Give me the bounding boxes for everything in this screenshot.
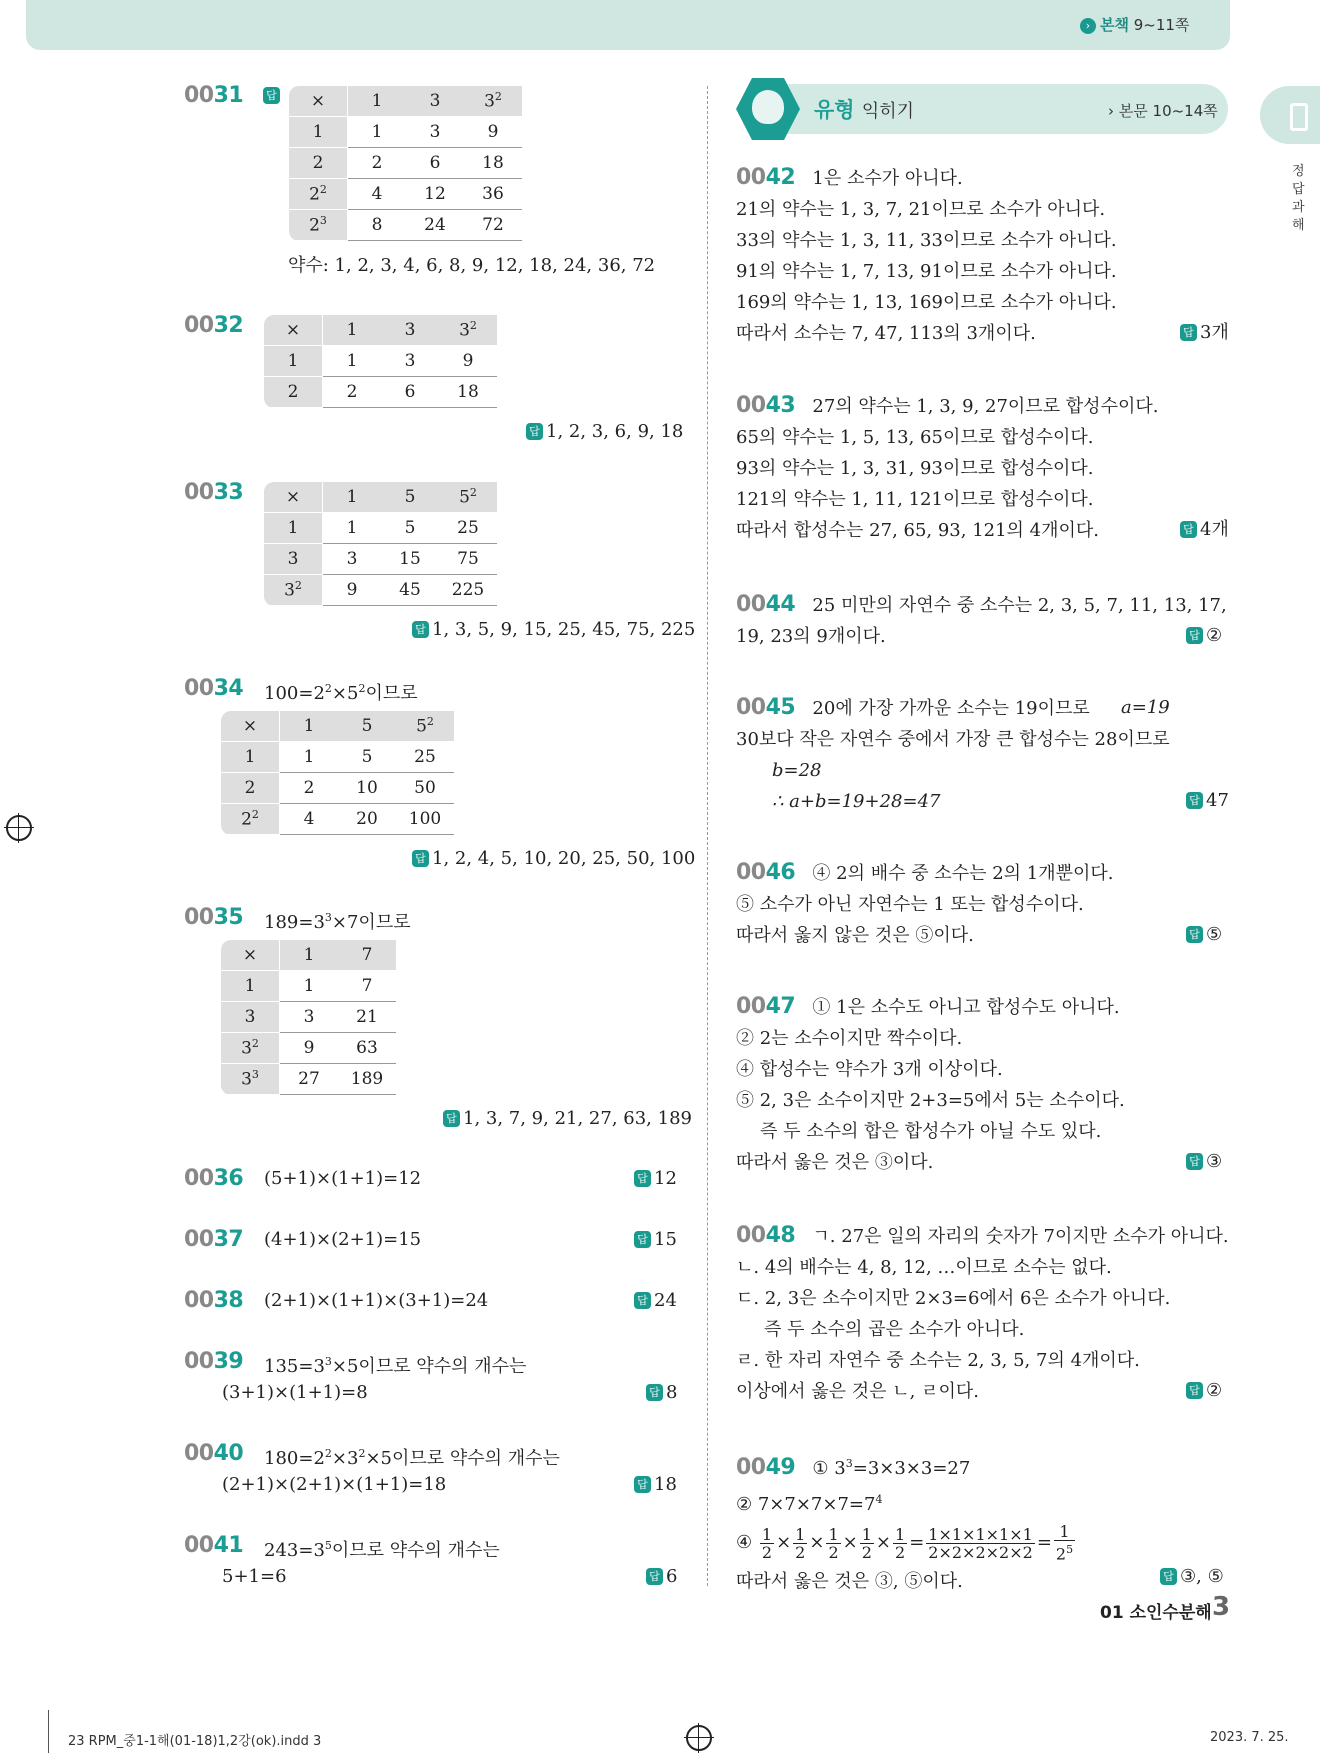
table-cell: 1 [221,971,280,1002]
table-header-cell: 5 [381,482,439,513]
table-cell: 1 [264,513,323,544]
page-number: 3 [1212,1592,1231,1622]
problem-number: 0035 [184,905,244,930]
table-cell: 1 [348,117,407,148]
value-a: a=19 [1121,697,1170,718]
file-name: 23 RPM_중1-1해(01-18)1,2강(ok).indd 3 [68,1734,322,1749]
table-header-cell: × [264,482,323,513]
table-cell: 72 [464,210,522,241]
table-header-cell: × [289,86,348,117]
problem-text: (5+1)×(1+1)=12 [264,1168,422,1189]
problem-text: $135=3^3\times 5$이므로 약수의 개수는 [264,1355,527,1377]
table-cell: 15 [381,544,439,575]
problem-text: (2+1)×(2+1)×(1+1)=18 [222,1474,447,1495]
column-divider [707,86,708,1586]
table-header-cell: $5^2$ [396,711,454,742]
table-cell: 3 [221,1002,280,1033]
problem-number: 0037 [184,1227,244,1252]
table-header-cell: 1 [348,86,407,117]
problem-number: 0036 [184,1166,244,1191]
divisor-table [264,315,497,408]
answer: 답 15 [634,1224,677,1255]
problem-number: 0032 [184,313,244,338]
table-cell: $2^3$ [289,210,348,241]
table-cell: 1 [323,346,382,377]
table-cell: 8 [348,210,407,241]
print-date: 2023. 7. 25. [1210,1730,1289,1745]
problem-number: 0041 [184,1533,244,1558]
table-cell: 3 [406,117,464,148]
table-cell: 7 [338,971,396,1002]
table-cell: 1 [280,742,339,773]
answer-icon: 답 [1180,324,1197,341]
answer: 답 24 [634,1285,677,1316]
table-cell: 27 [280,1064,339,1095]
table-cell: 63 [338,1033,396,1064]
answer-icon: 답 [634,1231,651,1248]
answer: 답 ② [1186,620,1222,651]
table-header-cell: × [264,315,323,346]
table-cell: 2 [323,377,382,408]
answer: 답 6 [646,1561,677,1592]
table-cell: $3^2$ [264,575,323,606]
header-bar [26,0,1230,50]
table-cell: 2 [264,377,323,408]
table-cell: 10 [338,773,396,804]
answer: 답 12 [634,1163,677,1194]
divisor-table [221,940,396,1095]
table-cell: 2 [348,148,407,179]
table-cell: 12 [406,179,464,210]
problem-text: $100=2^2\times 5^2$이므로 [264,682,418,704]
chapter-title: 01 소인수분해 [1100,1603,1212,1623]
answer-icon: 답 [634,1170,651,1187]
problem-text: (4+1)×(2+1)=15 [264,1229,422,1250]
table-cell: $3^3$ [221,1064,280,1095]
problem-0047: 0047 ① 1은 소수도 아니고 합성수도 아니다. ② 2는 소수이지만 짝수이다. ④ 합성수는 약수가 3개 이상이다. ⑤ 2, 3은 소수이지만 2+3=5에서 5는 소수이다. 즉 두 소수의 합은 합성수가 아닐 수도 있다. 따라서 옳은 것은 ③이다. [736,994,1125,1173]
table-cell: 6 [406,148,464,179]
table-cell: 3 [323,544,382,575]
table-cell: 18 [464,148,522,179]
problem-0049: 0049 ① $3^3=3\times 3\times 3=27$ ② $7\times 7\times 7\times 7=7^4$ ④ $\frac{1}{2}$ × $\frac{1}{2}$ × $\frac{1}{2}$ × $\frac{1}{2}$ × $\frac{1}{2}$ = $\frac{1\times 1\times 1\times 1\times 1}{2\times 2\times 2\times 2\times 2}$ = $\frac{1}{2^5}$ 따라서 옳은 것은 ③, ⑤이다. [736,1455,1074,1592]
answer-icon: 답 [412,850,429,867]
problem-text: (3+1)×(1+1)=8 [222,1382,368,1403]
answer: 답 8 [646,1377,677,1408]
side-label: 정 [1292,164,1305,179]
divisor-table [289,86,522,241]
table-cell: $2^2$ [289,179,348,210]
table-cell: 9 [323,575,382,606]
table-cell: 4 [348,179,407,210]
answer: 답 1, 3, 7, 9, 21, 27, 63, 189 [443,1103,692,1134]
problem-0046: 0046 ④ 2의 배수 중 소수는 2의 1개뿐이다. ⑤ 소수가 아닌 자연수는 1 또는 합성수이다. 따라서 옳지 않은 것은 ⑤이다. [736,860,1114,946]
table-cell: 5 [338,742,396,773]
table-cell: $2^2$ [221,804,280,835]
table-cell: 3 [280,1002,339,1033]
answer: 답 1, 2, 3, 6, 9, 18 [526,416,683,447]
problem-text: 5+1=6 [222,1566,287,1587]
table-cell: 1 [280,971,339,1002]
answer-icon: 답 [443,1110,460,1127]
section-reference: › 본문 10~14쪽 [1108,102,1218,120]
table-cell: 50 [396,773,454,804]
problem-0048: 0048 ㄱ. 27은 일의 자리의 숫자가 7이지만 소수가 아니다. ㄴ. 4의 배수는 4, 8, 12, …이므로 소수는 없다. ㄷ. 2, 3은 소수이지만 2×3=6에서 6은 소수가 아니다. 즉 두 소수의 곱은 소수가 아니다. ㄹ. 한 자리 자연수 중 소수는 2, 3, 5, 7의 4개이다. 이상에서 옳은 것은 ㄴ, ㄹ이다. [736,1223,1229,1402]
table-header-cell: $3^2$ [464,86,522,117]
table-header-cell: 1 [323,315,382,346]
answer: 답 ⑤ [1186,919,1222,950]
section-title: 유형 익히기 [814,98,915,122]
problem-number: 0034 [184,676,244,701]
problem-0043: 0043 27의 약수는 1, 3, 9, 27이므로 합성수이다. 65의 약수는 1, 5, 13, 65이므로 합성수이다. 93의 약수는 1, 3, 31, 93이므로 합성수이다. 121의 약수는 1, 11, 121이므로 합성수이다. 따라서 합성수는 27, 65, 93, 121의 4개이다. [736,393,1159,541]
answer-icon: 답 [646,1384,663,1401]
answer-icon: 답 [263,87,280,104]
table-cell: 20 [338,804,396,835]
table-cell: 18 [439,377,497,408]
table-cell: 9 [280,1033,339,1064]
problem-text: $189=3^3\times 7$이므로 [264,911,411,933]
table-cell: 24 [406,210,464,241]
table-cell: 25 [439,513,497,544]
side-label: 해 [1292,218,1305,233]
table-cell: 5 [381,513,439,544]
answer-icon: 답 [1186,1153,1203,1170]
table-header-cell: $3^2$ [439,315,497,346]
book-icon [1290,103,1308,131]
problem-number: 0039 [184,1349,244,1374]
table-cell: 100 [396,804,454,835]
table-header-cell: 1 [280,711,339,742]
problem-number: 0040 [184,1441,244,1466]
side-label: 과 [1292,200,1305,215]
answer-icon: 답 [526,423,543,440]
table-header-cell: $5^2$ [439,482,497,513]
registration-mark-icon [6,815,32,841]
answer-icon: 답 [1186,1382,1203,1399]
problem-text: $180=2^2\times 3^2\times 5$이므로 약수의 개수는 [264,1447,560,1469]
table-cell: 4 [280,804,339,835]
table-cell: 36 [464,179,522,210]
answer: 답 1, 2, 4, 5, 10, 20, 25, 50, 100 [412,843,695,874]
table-cell: 1 [289,117,348,148]
answer-icon: 답 [1160,1568,1177,1585]
answer: 답 ② [1186,1375,1222,1406]
table-cell: 3 [381,346,439,377]
answer: 답 ③, ⑤ [1160,1561,1224,1592]
header-reference: › 본책 9~11쪽 [1080,14,1230,35]
table-header-cell: × [221,711,280,742]
problem-number: 0031 [184,83,244,108]
side-tab [1260,86,1320,144]
table-cell: 9 [439,346,497,377]
table-cell: 3 [264,544,323,575]
table-cell: 1 [221,742,280,773]
table-header-cell: 1 [280,940,339,971]
answer-icon: 답 [634,1476,651,1493]
problem-0044: 0044 25 미만의 자연수 중 소수는 2, 3, 5, 7, 11, 13, 17, 19, 23의 9개이다. [736,592,1227,647]
chevron-right-icon: › [1080,18,1096,34]
answer-text: 약수: 1, 2, 3, 4, 6, 8, 9, 12, 18, 24, 36, 72 [288,255,656,276]
answer: 답 ③ [1186,1146,1222,1177]
table-cell: 1 [323,513,382,544]
answer-icon: 답 [1180,521,1197,538]
table-cell: 45 [381,575,439,606]
problem-text: (2+1)×(1+1)×(3+1)=24 [264,1290,489,1311]
table-cell: 1 [264,346,323,377]
answer-icon: 답 [646,1568,663,1585]
answer: 답 47 [1186,785,1229,816]
table-cell: 2 [221,773,280,804]
answer: 답 18 [634,1469,677,1500]
answer-icon: 답 [1186,926,1203,943]
answer: 답 1, 3, 5, 9, 15, 25, 45, 75, 225 [412,614,695,645]
divisor-table [264,482,497,606]
table-cell: 21 [338,1002,396,1033]
problem-0045: 0045 20에 가장 가까운 소수는 19이므로 30보다 작은 자연수 중에서 가장 큰 합성수는 28이므로 b=28 ∴ a+b=19+28=47 [736,695,1170,812]
answer-icon: 답 [1186,792,1203,809]
problem-text: $243=3^5$이므로 약수의 개수는 [264,1539,500,1561]
problem-0042: 0042 1은 소수가 아니다. 21의 약수는 1, 3, 7, 21이므로 소수가 아니다. 33의 약수는 1, 3, 11, 33이므로 소수가 아니다. 91의 약수는 1, 7, 13, 91이므로 소수가 아니다. 169의 약수는 1, 13, 169이므로 소수가 아니다. 따라서 소수는 7, 47, 113의 3개이다. [736,165,1117,344]
side-label: 답 [1292,182,1305,197]
answer: 답 4개 [1180,514,1229,545]
answer-icon: 답 [1186,627,1203,644]
table-header-cell: × [221,940,280,971]
table-cell: 9 [464,117,522,148]
problem-number: 0033 [184,480,244,505]
answer: 답 3개 [1180,317,1229,348]
table-cell: $3^2$ [221,1033,280,1064]
divisor-table [221,711,454,835]
answer-icon: 답 [634,1292,651,1309]
table-cell: 189 [338,1064,396,1095]
table-header-cell: 3 [381,315,439,346]
table-cell: 25 [396,742,454,773]
answer-icon: 답 [412,621,429,638]
table-header-cell: 3 [406,86,464,117]
table-cell: 75 [439,544,497,575]
table-cell: 2 [289,148,348,179]
table-cell: 225 [439,575,497,606]
table-cell: 6 [381,377,439,408]
problem-number: 0038 [184,1288,244,1313]
table-header-cell: 1 [323,482,382,513]
table-header-cell: 5 [338,711,396,742]
table-cell: 2 [280,773,339,804]
table-header-cell: 7 [338,940,396,971]
print-slug [0,1710,1299,1753]
